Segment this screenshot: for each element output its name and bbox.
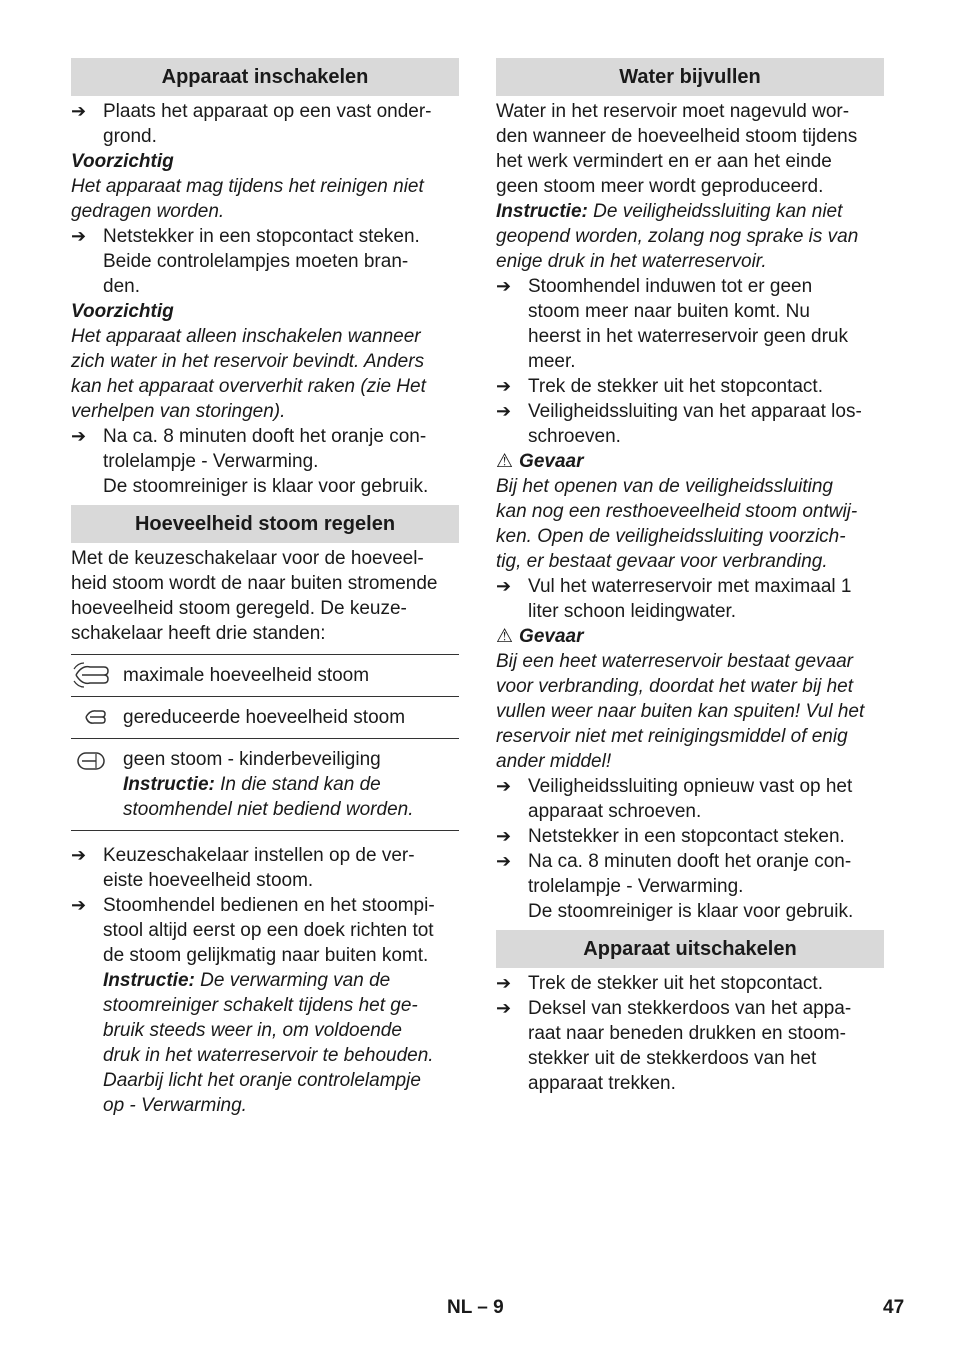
- step: ➔ Vul het waterreservoir met maximaal 1 liter schoon leidingwater.: [496, 576, 852, 622]
- step: ➔ Plaats het apparaat op een vast onder- grond.: [71, 101, 432, 147]
- arrow-right-icon: ➔: [496, 851, 512, 871]
- arrow-right-icon: ➔: [496, 401, 512, 421]
- warning-triangle-icon: ⚠: [496, 626, 514, 647]
- step: ➔ Keuzeschakelaar instellen op de ver- eiste hoeveelheid stoom.: [71, 845, 415, 891]
- arrow-right-icon: ➔: [496, 376, 512, 396]
- warning-triangle-icon: ⚠: [496, 451, 514, 472]
- caution-title: Voorzichtig: [71, 301, 174, 322]
- step: ➔ Netstekker in een stopcontact steken. Beide controlelampjes moeten bran- den.: [71, 226, 420, 297]
- arrow-right-icon: ➔: [496, 973, 512, 993]
- table-row: gereduceerde hoeveelheid stoom: [71, 697, 459, 739]
- step: ➔ Netstekker in een stopcontact steken.: [496, 826, 845, 847]
- left-column: Apparaat inschakelen ➔ Plaats het apparaat op een vast onder- grond. Voorzichtig Het apparaat mag tijdens het reinigen niet gedragen worden. ➔ Netstekker in een stopcontact steken. Beide controlelampjes moeten bran- den. Voorzichtig Het apparaat alleen inschakelen wanneer zich water in het reservoir bevindt. Anders kan het apparaat oververhit raken (zie Het verhelpen van storingen). ➔ Na ca. 8 minuten dooft het oranje con- trolelampje - Verwarming. De stoomreiniger is klaar voor gebruik. Hoeveelheid stoom regelen Met de keuzeschakelaar voor de hoeveel- heid stoom wordt de naar buiten stromende hoeveelheid stoom geregeld. De keuze- schakelaar heeft drie standen: maximale hoeveelheid stoom gereduceerde hoeveelheid stoom geen stoom - kinderbeveiliging Instructie: In die stand kan de stoomhendel niet bediend worden. ➔ Keuzeschakelaar instellen op de ver- eiste hoeveelheid stoom. ➔ Stoomhendel bedienen en het stoompi- stool altijd eerst op een doek richten tot de stoom gelijkmatig naar buiten komt. Instructie: De verwarming van de stoomreiniger schakelt tijdens het ge- bruik steeds weer in, om voldoende druk in het waterreservoir te behouden. Daarbij licht het oranje controlelampje op - Verwarming.: [71, 58, 459, 1118]
- step: ➔ Trek de stekker uit het stopcontact.: [496, 376, 823, 397]
- page-number: 47: [883, 1297, 905, 1318]
- section-title-water-bijvullen: Water bijvullen: [496, 58, 884, 96]
- steam-settings-table: [71, 654, 459, 831]
- arrow-right-icon: ➔: [71, 101, 87, 121]
- step: ➔ Na ca. 8 minuten dooft het oranje con- trolelampje - Verwarming. De stoomreiniger is klaar voor gebruik.: [496, 851, 854, 922]
- step: ➔ Deksel van stekkerdoos van het appa- raat naar beneden drukken en stoom- stekker uit de stekkerdoos van het apparaat trekken.: [496, 998, 852, 1094]
- arrow-right-icon: ➔: [71, 426, 87, 446]
- max-steam-icon: [71, 661, 111, 695]
- footer-section-label: NL – 9: [447, 1297, 504, 1318]
- danger-title: Gevaar: [519, 451, 584, 472]
- danger-title: Gevaar: [519, 626, 584, 647]
- section-title-hoeveelheid-stoom: Hoeveelheid stoom regelen: [71, 505, 459, 543]
- step: ➔ Na ca. 8 minuten dooft het oranje con- trolelampje - Verwarming. De stoomreiniger is klaar voor gebruik.: [71, 426, 429, 497]
- child-lock-icon: [71, 749, 111, 779]
- arrow-right-icon: ➔: [71, 895, 87, 915]
- step: ➔ Stoomhendel induwen tot er geen stoom meer naar buiten komt. Nu heerst in het waterreservoir geen druk meer.: [496, 276, 848, 372]
- reduced-steam-icon: [71, 705, 111, 735]
- arrow-right-icon: ➔: [496, 998, 512, 1018]
- arrow-right-icon: ➔: [71, 226, 87, 246]
- arrow-right-icon: ➔: [496, 276, 512, 296]
- arrow-right-icon: ➔: [71, 845, 87, 865]
- arrow-right-icon: ➔: [496, 776, 512, 796]
- table-row: geen stoom - kinderbeveiliging Instructie: In die stand kan de stoomhendel niet bediend worden.: [71, 739, 459, 831]
- caution-title: Voorzichtig: [71, 151, 174, 172]
- arrow-right-icon: ➔: [496, 826, 512, 846]
- step: ➔ Veiligheidssluiting opnieuw vast op het apparaat schroeven.: [496, 776, 853, 822]
- section-title-apparaat-inschakelen: Apparaat inschakelen: [71, 58, 459, 96]
- section-title-apparaat-uitschakelen: Apparaat uitschakelen: [496, 930, 884, 968]
- right-column: Water bijvullen Water in het reservoir moet nagevuld wor- den wanneer de hoeveelheid stoom tijdens het werk vermindert en er aan het einde geen stoom meer wordt geproduceerd. Instructie: De veiligheidssluiting kan niet geopend worden, zolang nog sprake is van enige druk in het waterreservoir. ➔ Stoomhendel induwen tot er geen stoom meer naar buiten komt. Nu heerst in het waterreservoir geen druk meer. ➔ Trek de stekker uit het stopcontact. ➔ Veiligheidssluiting van het apparaat los- schroeven. ⚠ Gevaar Bij het openen van de veiligheidssluiting kan nog een resthoeveelheid stoom ontwij- ken. Open de veiligheidssluiting voorzich- tig, er bestaat gevaar voor verbranding. ➔ Vul het waterreservoir met maximaal 1 liter schoon leidingwater. ⚠ Gevaar Bij een heet waterreservoir bestaat gevaar voor verbranding, doordat het water bij het vullen weer naar buiten kan spuiten! Vul het reservoir niet met reinigingsmiddel of enig ander middel! ➔ Veiligheidssluiting opnieuw vast op het apparaat schroeven. ➔ Netstekker in een stopcontact steken. ➔ Na ca. 8 minuten dooft het oranje con- trolelampje - Verwarming. De stoomreiniger is klaar voor gebruik. Apparaat uitschakelen ➔ Trek de stekker uit het stopcontact. ➔ Deksel van stekkerdoos van het appa- raat naar beneden drukken en stoom- stekker uit de stekkerdoos van het apparaat trekken.: [496, 58, 884, 1096]
- step: ➔ Stoomhendel bedienen en het stoompi- stool altijd eerst op een doek richten tot de stoom gelijkmatig naar buiten komt. Instructie: De verwarming van de stoomreiniger schakelt tijdens het ge- bruik steeds weer in, om voldoende druk in het waterreservoir te behouden. Daarbij licht het oranje controlelampje op - Verwarming.: [71, 895, 435, 1116]
- arrow-right-icon: ➔: [496, 576, 512, 596]
- step: ➔ Trek de stekker uit het stopcontact.: [496, 973, 823, 994]
- table-row: maximale hoeveelheid stoom: [71, 655, 459, 697]
- step: ➔ Veiligheidssluiting van het apparaat los- schroeven.: [496, 401, 862, 447]
